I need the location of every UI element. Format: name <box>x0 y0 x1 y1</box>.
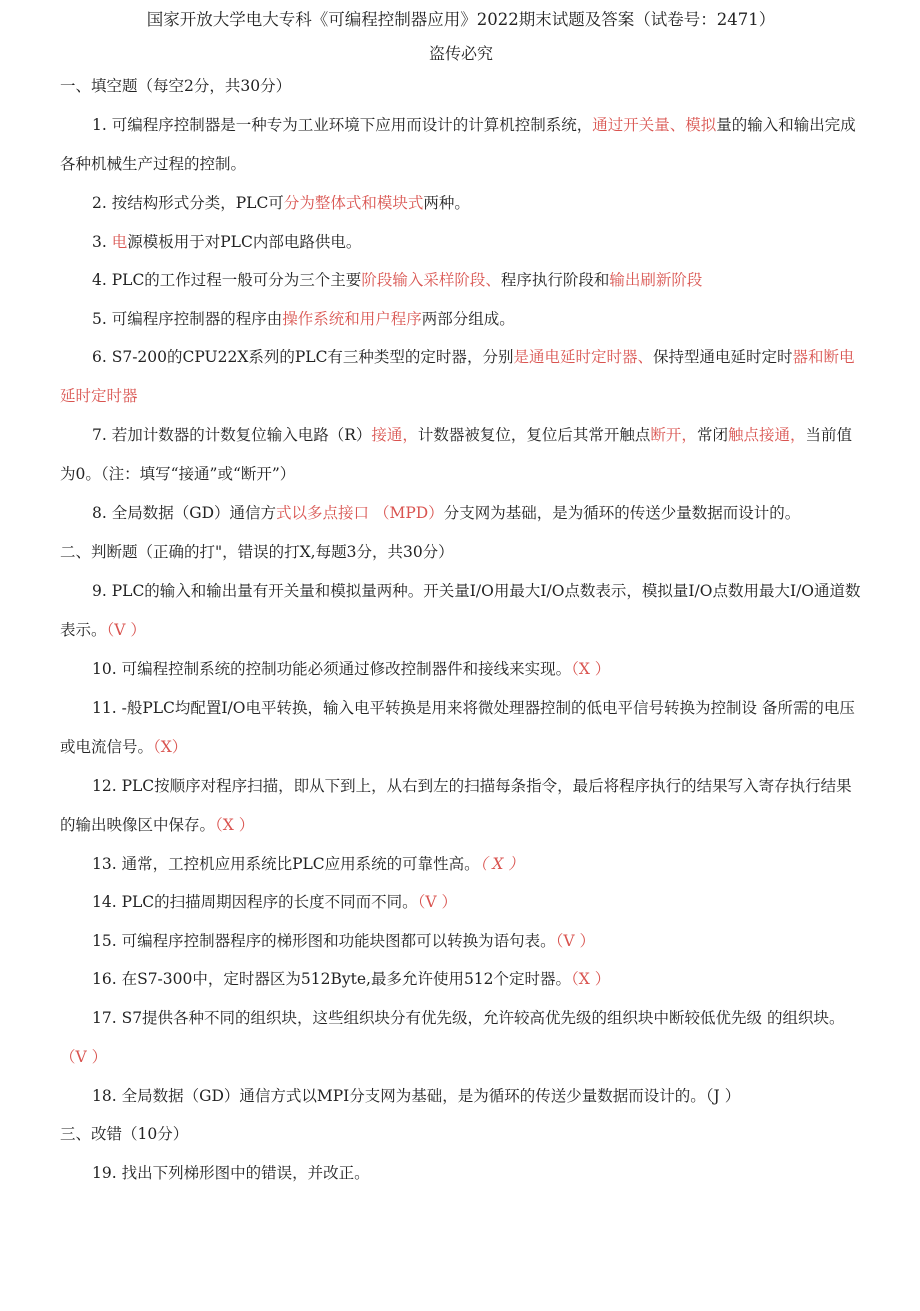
answer-text: 操作系统和用户程序 <box>282 309 422 328</box>
question-text: 15. 可编程序控制器程序的梯形图和功能块图都可以转换为语句表。 <box>92 931 556 950</box>
document-subtitle: 盗传必究 <box>428 44 493 63</box>
answer-mark: （X ） <box>215 815 255 834</box>
answer-mark: （V ） <box>555 931 595 950</box>
question-17 <box>60 999 862 1077</box>
question-text: 计数器被复位，复位后其常开触点 <box>417 426 651 444</box>
question-text: 16. 在S7-300中，定时器区为512Byte,最多允许使用512个定时器。 <box>92 970 572 988</box>
question-text: 18. 全局数据（GD）通信方式以MPI分支网为基础，是为循环的传送少量数据而设计的。（J ） <box>92 1086 741 1105</box>
question-text: 分支网为基础，是为循环的传送少量数据而设计的 <box>443 504 785 522</box>
answer-text: 输出刷新阶段 <box>609 271 703 289</box>
document-title: 国家开放大学电大专科《可编程控制器应用》2022期末试题及答案（试卷号：2471） <box>146 10 776 29</box>
question-text: 1. 可编程序控制器是一种专为工业环境下应用而设计的计算机控制系统， <box>92 116 593 134</box>
question-text: 2. 按结构形式分类，PLC可 <box>92 194 284 212</box>
question-text: 17. S7提供各种不同的组织块，这些组织块分有优先级，允许较高优先级的组织块中断较低优先级 的组织块。 <box>92 1008 845 1027</box>
question-14 <box>60 890 862 929</box>
question-text: 13. 通常，工控机应用系统比PLC应用系统的可靠性高。 <box>92 854 480 873</box>
answer-text: 电 <box>111 232 128 251</box>
question-text: 6. S7-200的CPU22X系列的PLC有三种类型的定时器，分别 <box>92 348 514 366</box>
question-text: 程序执行阶段和 <box>500 271 610 289</box>
question-text: 两种。 <box>423 194 470 212</box>
question-19 <box>60 1161 862 1200</box>
section-fill-blank: 一、填空题（每空2分，共30分） <box>60 77 292 95</box>
answer-mark: （X） <box>153 737 188 756</box>
answer-text: 通过开关量、模拟 <box>592 116 717 134</box>
question-3 <box>60 230 862 269</box>
question-text: 两部分组成。 <box>421 309 515 328</box>
question-6 <box>60 338 862 416</box>
question-text: 量的输入和输出完成各种机械生产过程的控制。 <box>60 116 856 173</box>
question-4 <box>60 268 862 307</box>
question-13 <box>60 852 862 891</box>
answer-mark: （ X ） <box>479 854 524 873</box>
question-text: 。 <box>784 504 801 522</box>
answer-mark: （V ） <box>106 621 146 639</box>
section-correction: 三、改错（10分） <box>60 1125 189 1143</box>
answer-text: 是通电延时定时器、 <box>513 348 653 366</box>
question-12 <box>60 767 862 845</box>
question-8 <box>60 494 862 533</box>
question-15 <box>60 929 862 968</box>
question-text: 源模板用于对PLC内部电路供电。 <box>127 232 362 251</box>
question-text: 5. 可编程序控制器的程序由 <box>92 309 283 328</box>
question-text: 14. PLC的扫描周期因程序的长度不同而不同。 <box>92 893 418 911</box>
question-text: 8. 全局数据（GD）通信方 <box>92 504 277 522</box>
answer-text: 器和断电延时定时器 <box>60 348 855 405</box>
question-text: 7. 若加计数器的计数复位输入电路（R） <box>92 426 372 444</box>
section-true-false: 二、判断题（正确的打"，错误的打X,每题3分，共30分） <box>60 543 454 561</box>
question-text: 11. -般PLC均配置I/O电平转换，输入电平转换是用来将微处理器控制的低电平信号转换为控制设 备所需的电压或电流信号。 <box>60 698 855 756</box>
question-text: 当前值为0。（注：填写“接通”或“断开”） <box>60 426 852 483</box>
question-text: 3. <box>92 232 112 251</box>
answer-text: 触点接通， <box>727 426 806 444</box>
answer-text: 阶段输入采样阶段、 <box>361 271 501 289</box>
question-text: 常闭 <box>696 426 728 444</box>
answer-text: 断开， <box>650 426 697 444</box>
question-9 <box>60 572 862 650</box>
answer-mark: （X ） <box>571 660 611 678</box>
answer-text: 式以多点接口 （MPD） <box>276 504 444 522</box>
question-text: 4. PLC的工作过程一般可分为三个主要 <box>92 271 362 289</box>
question-text: 19. 找出下列梯形图中的错误，并改正。 <box>92 1164 370 1182</box>
question-1 <box>60 106 862 184</box>
answer-mark: （X ） <box>571 970 611 988</box>
question-text: 10. 可编程控制系统的控制功能必须通过修改控制器件和接线来实现。 <box>92 660 572 678</box>
question-11 <box>60 689 862 767</box>
answer-mark: （V ） <box>60 1047 108 1066</box>
question-2 <box>60 191 862 230</box>
question-text: 9. PLC的输入和输出量有开关量和模拟量两种。开关量I/O用最大I/O点数表示，模拟量I/O点数用最大I/O通道数表示。 <box>60 582 861 639</box>
answer-text: 分为整体式和模块式 <box>283 194 424 212</box>
question-7 <box>60 416 862 494</box>
question-18 <box>60 1084 862 1123</box>
question-text: 保持型通电延时定时 <box>652 348 793 366</box>
answer-text: 接通， <box>371 426 418 444</box>
question-text: 12. PLC按顺序对程序扫描，即从下到上，从右到左的扫描每条指令，最后将程序执行的结果写入寄存执行结果的输出映像区中保存。 <box>60 776 852 834</box>
answer-mark: （V ） <box>417 893 458 911</box>
